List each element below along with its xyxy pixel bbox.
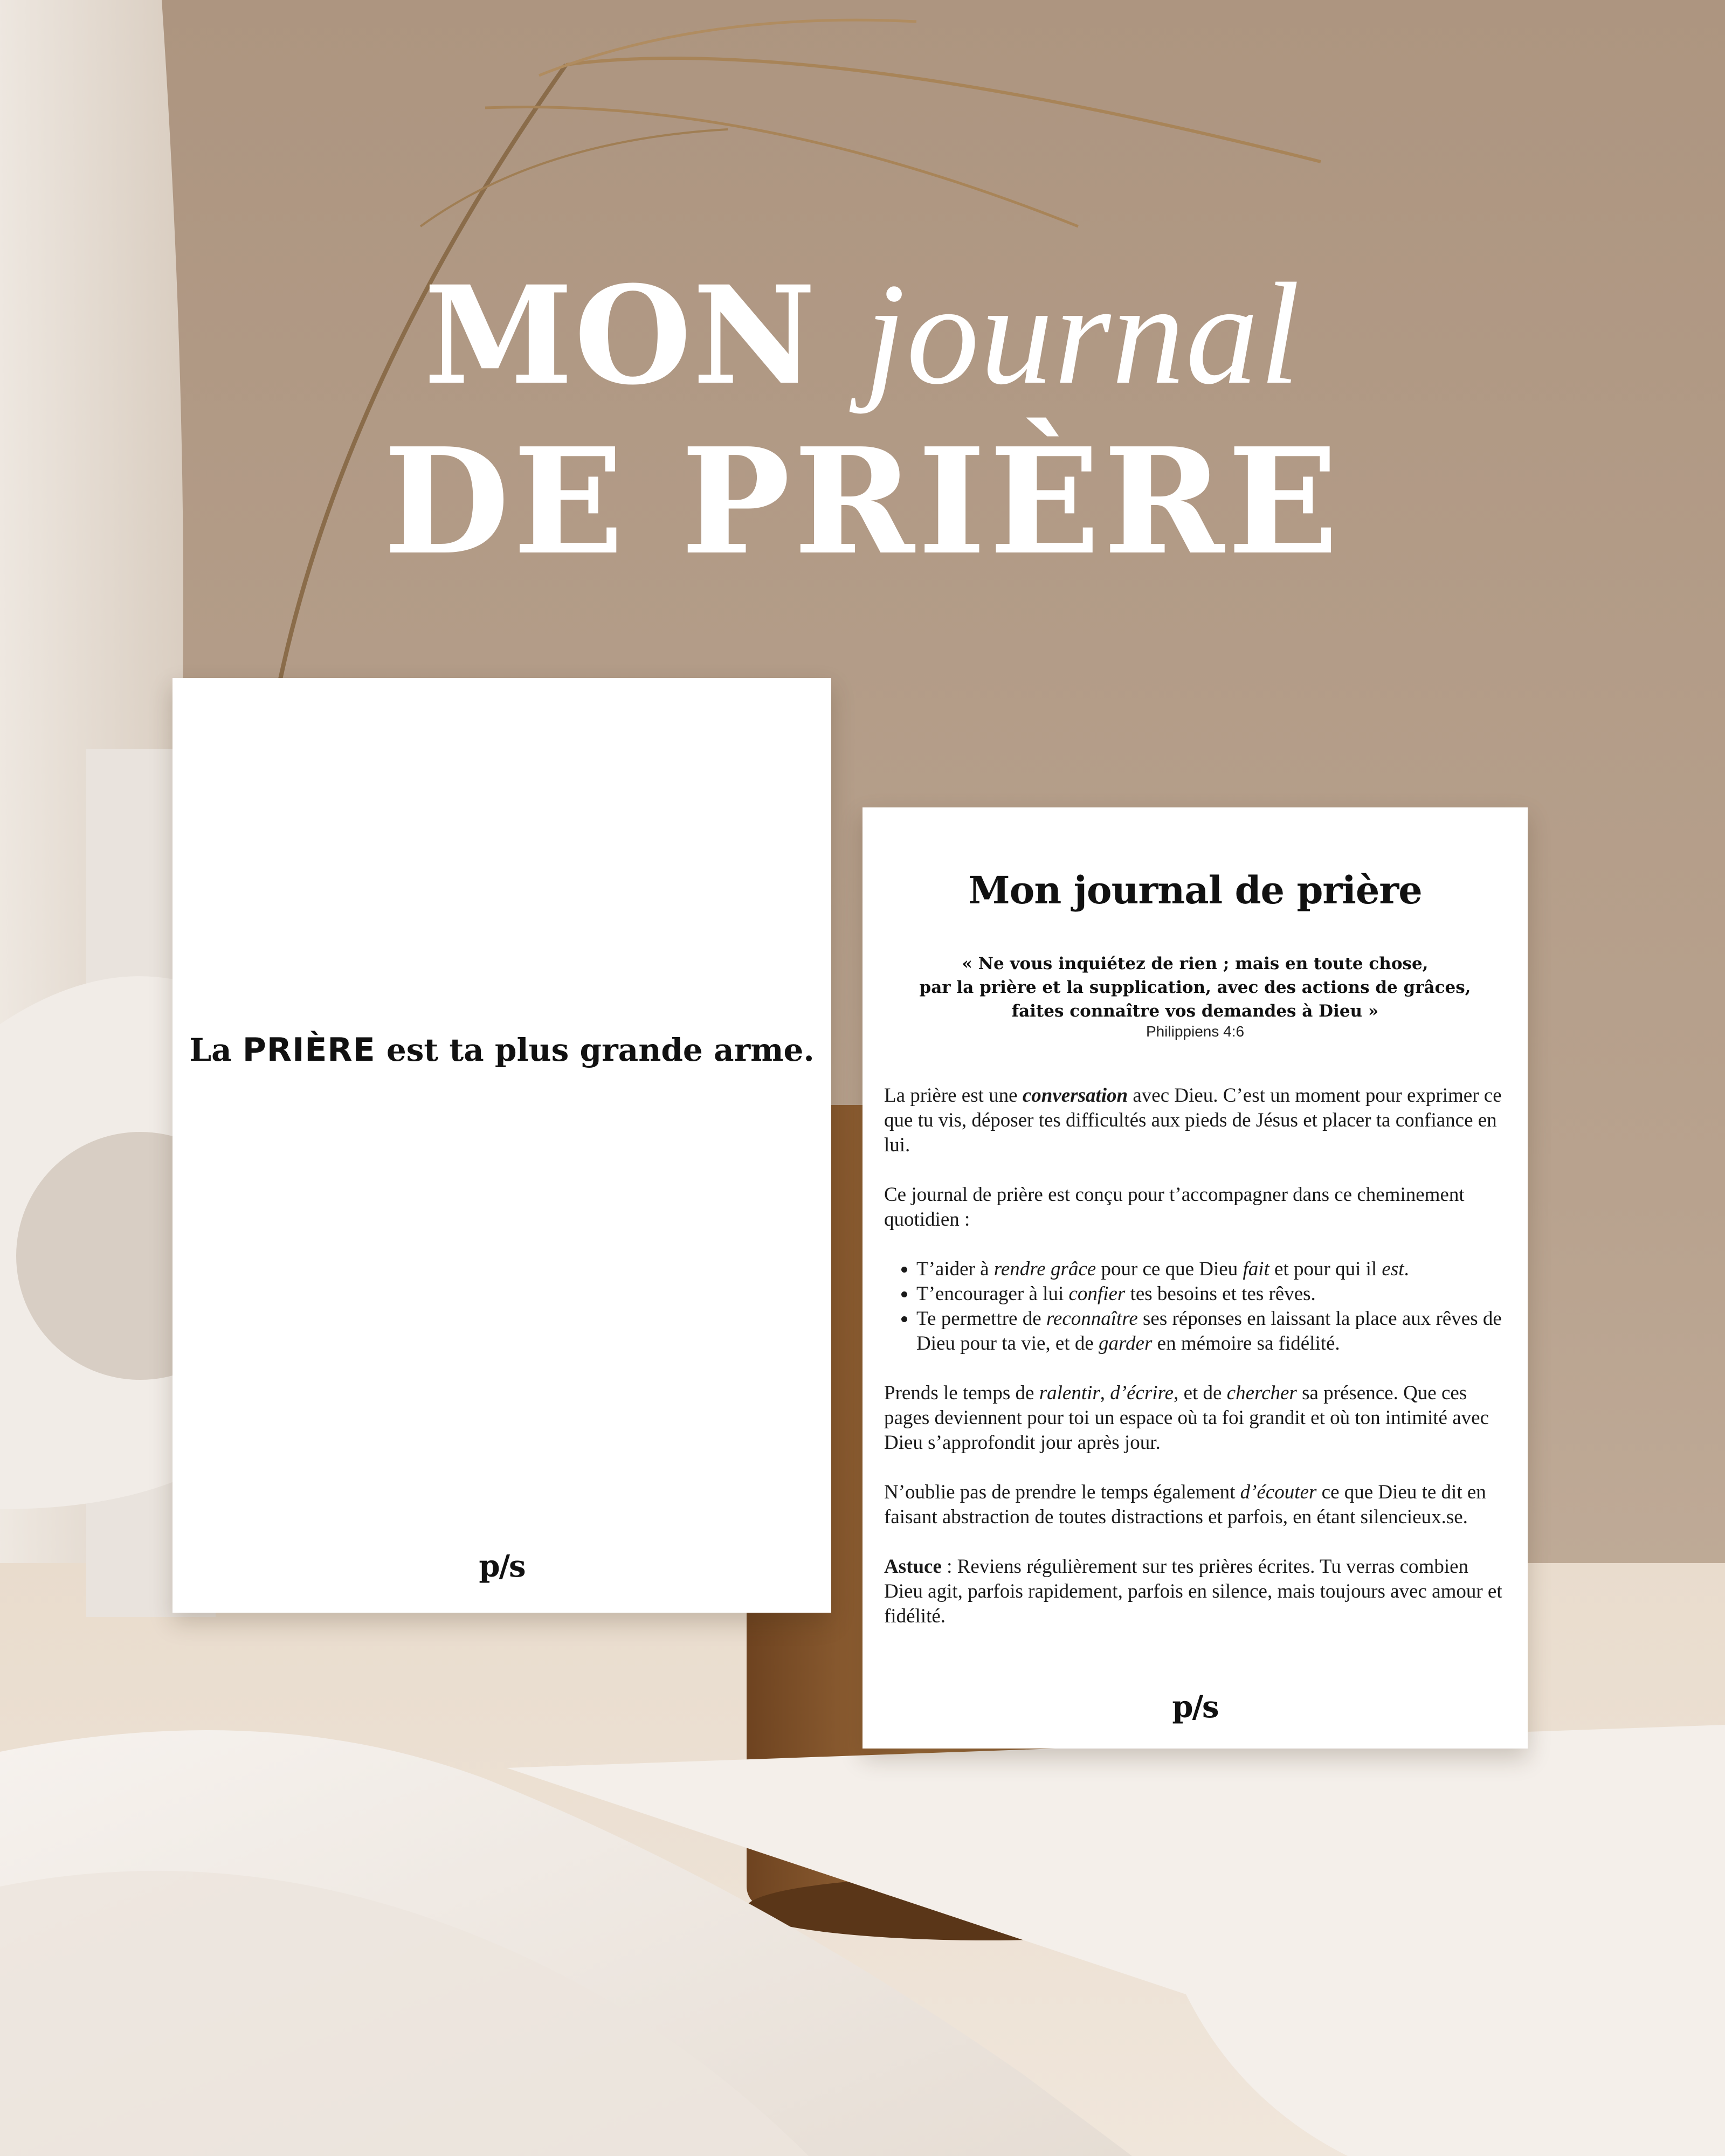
emphasis: rendre grâce <box>993 1258 1096 1280</box>
quote-reference: Philippiens 4:6 <box>1146 1023 1245 1040</box>
slogan-pre: La <box>189 1032 232 1068</box>
intro-body <box>884 1083 1509 1654</box>
text: , <box>1100 1382 1110 1404</box>
quote-line: par la prière et la supplication, avec des actions de grâces, <box>919 978 1471 997</box>
text: sa présence. Que ces pages deviennent pour toi un espace où ta foi grandit et où ton intimité avec Dieu s’approfondit jour après jour. <box>884 1382 1489 1454</box>
emphasis: d’écrire <box>1110 1382 1174 1404</box>
emphasis: confier <box>1068 1283 1126 1305</box>
hero-title-journal: journal <box>865 253 1301 414</box>
text: Prends le temps de <box>884 1382 1039 1404</box>
text: en mémoire sa fidélité. <box>1152 1332 1340 1355</box>
text: T’encourager à lui <box>916 1283 1069 1305</box>
quote-line: « Ne vous inquiétez de rien ; mais en toute chose, <box>962 954 1429 973</box>
list-item <box>916 1307 1509 1356</box>
text: tes besoins et tes rêves. <box>1125 1283 1316 1305</box>
benefits-list <box>884 1257 1509 1356</box>
text: ce que Dieu te dit en faisant abstraction de toutes distractions et parfois, en étant silencieux.se. <box>884 1481 1486 1528</box>
paragraph-5 <box>884 1554 1509 1629</box>
cover-card <box>172 678 831 1613</box>
paragraph-1 <box>884 1083 1509 1158</box>
intro-card <box>862 807 1528 1749</box>
bible-quote <box>862 952 1528 1023</box>
text: T’aider à <box>916 1258 994 1280</box>
text: ses réponses en laissant la place aux rêves de Dieu pour ta vie, et de <box>916 1308 1502 1355</box>
hero-title-line2: DE PRIÈRE <box>383 416 1342 587</box>
emphasis: conversation <box>1022 1084 1128 1107</box>
brand-logo: p/s <box>479 1549 525 1584</box>
paragraph-3 <box>884 1381 1509 1455</box>
emphasis: reconnaître <box>1046 1308 1138 1330</box>
hero-title-line1 <box>0 253 1725 416</box>
hero-title-mon: MON <box>424 256 817 414</box>
emphasis: ralentir <box>1039 1382 1100 1404</box>
paragraph-2: Ce journal de prière est conçu pour t’accompagner dans ce cheminement quotidien : <box>884 1184 1465 1231</box>
tip-label: Astuce <box>884 1556 942 1578</box>
emphasis: chercher <box>1226 1382 1297 1404</box>
list-item <box>916 1282 1509 1307</box>
emphasis: d’écouter <box>1240 1481 1317 1503</box>
paragraph-4 <box>884 1480 1509 1530</box>
quote-line: faites connaître vos demandes à Dieu » <box>1011 1001 1379 1021</box>
brand-logo: p/s <box>1172 1689 1218 1725</box>
intro-title: Mon journal de prière <box>968 868 1422 913</box>
text: avec Dieu. C’est un moment pour exprimer ce que tu vis, déposer tes difficultés aux pieds de Jésus et placer ta confiance en lui. <box>884 1084 1502 1156</box>
text: pour ce que Dieu <box>1096 1258 1243 1280</box>
emphasis: est <box>1382 1258 1404 1280</box>
text: , et de <box>1174 1382 1227 1404</box>
cover-slogan <box>172 1028 831 1072</box>
emphasis: fait <box>1243 1258 1269 1280</box>
hero-title <box>0 0 1725 593</box>
list-item <box>916 1257 1509 1282</box>
text: et pour qui il <box>1269 1258 1382 1280</box>
text: Te permettre de <box>916 1308 1046 1330</box>
emphasis: garder <box>1099 1332 1153 1355</box>
text: : Reviens régulièrement sur tes prières écrites. Tu verras combien Dieu agit, parfois rapidement, parfois en silence, mais toujours avec amour et fidélité. <box>884 1556 1502 1627</box>
slogan-strong: PRIÈRE <box>242 1031 376 1069</box>
slogan-post: est ta plus grande arme. <box>386 1032 815 1068</box>
text: N’oublie pas de prendre le temps également <box>884 1481 1240 1503</box>
text: La prière est une <box>884 1084 1023 1107</box>
text: . <box>1404 1258 1409 1280</box>
